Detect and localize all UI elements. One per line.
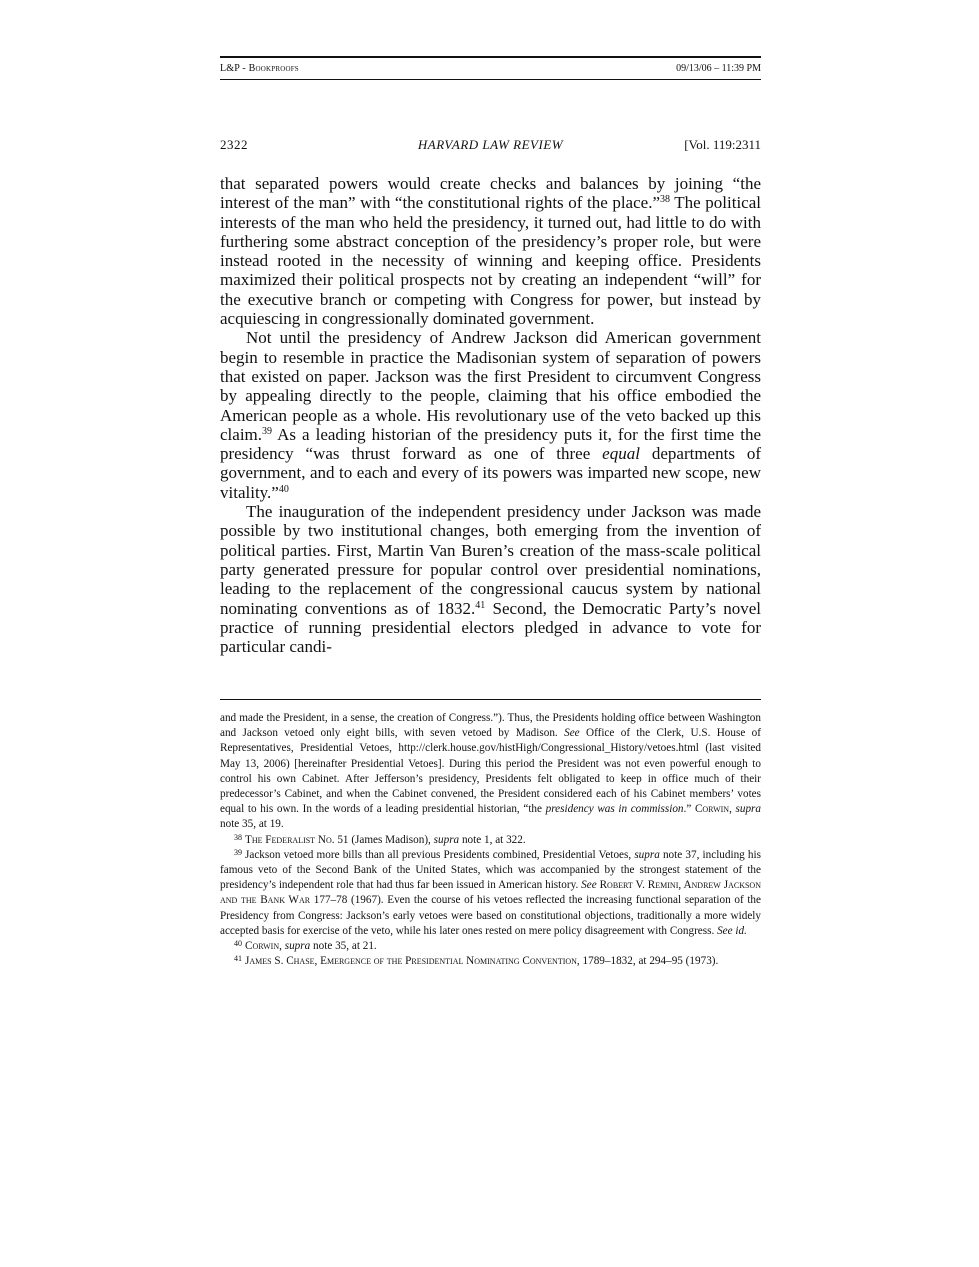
paragraph: The inauguration of the independent presidency under Jackson was made possible by two institutional changes, both emerging from the invention of political parties. First, Martin Van Buren’s creation of the mass-scale political party generated pressure for popular control over presidential nominations, leading to the replacement of the congressional caucus system by national nominating conventions as of 1832.41 Second, the Democratic Party’s novel practice of running presidential electors pledged in advance to vote for particular candi- (220, 502, 761, 657)
proof-header-timestamp: 09/13/06 – 11:39 PM (676, 63, 761, 74)
footnote-ref: 39 (262, 425, 273, 437)
page-number: 2322 (220, 137, 248, 152)
body-text (220, 174, 761, 656)
journal-title: HARVARD LAW REVIEW (417, 137, 564, 152)
footnote-continuation: and made the President, in a sense, the creation of Congress.”). Thus, the Presidents holding office between Washington and Jackson vetoed only eight bills, with seven vetoed by Madison. See Office of the Clerk, U.S. House of Representatives, Presidential Vetoes, http://clerk.house.gov/histHigh/Congressional_History/vetoes.html (last visited May 13, 2006) [hereinafter Presidential Vetoes]. During this period the President was not even powerful enough to control his own Cabinet. After Jefferson’s presidency, Presidents felt obligated to keep in office much of their predecessor’s Cabinet, and when the Cabinet convened, the President considered each of his Cabinet members’ votes equal to his own. In the words of a leading presidential historian, “the presidency was in commission.” Corwin, supra note 35, at 19. (220, 712, 762, 831)
footnote-39: $^{39}$ Jackson vetoed more bills than all previous Presidents combined, Presidential Vetoes, supra note 37, including his famous veto of the Second Bank of the United States, which was accompanied by the strongest statement of the presidency’s independent role that had thus far been issued in American history. See Robert V. Remini, Andrew Jackson and the Bank War 177–78 (1967). Even the course of his vetoes reflected the increasing functional separation of the Presidency from Congress: Jackson’s early vetoes were based on constitutional objections, traditionally a more widely accepted basis for exercise of the veto, while his later ones rested on mere policy disagreement with Congress. See id. (220, 847, 761, 937)
footnote-ref: 40 (278, 483, 289, 495)
footnotes (220, 711, 761, 969)
proof-header-left: L&P - Bookproofs (220, 63, 299, 74)
paragraph: Not until the presidency of Andrew Jackson did American government begin to resemble in practice the Madisonian system of separation of powers that existed on paper. Jackson was the first President to circumvent Congress by appealing directly to the people, claiming that his office embodied the American people as a whole. His revolutionary use of the veto backed up this claim.$^{39}$ As a leading historian of the presidency puts it, for the first time the presidency “was thrust forward as one of three equal departments of government, and to each and every of its powers was imparted new scope, new vitality.”$^{40}$ (220, 328, 761, 502)
paragraph: that separated powers would create checks and balances by joining “the interest of the man” with “the constitutional rights of the place.”$^{38}$ The political interests of the man who held the presidency, it turned out, had little to do with furthering some abstract conception of the presidency’s proper role, but were instead rooted in the necessity of winning and keeping office. Presidents maximized their political prospects not by creating an independent “will” for the executive branch or competing with Congress for power, but instead by acquiescing in congressionally dominated government. (220, 174, 761, 329)
running-head (220, 137, 761, 155)
volume-citation: [Vol. 119:2311 (684, 137, 761, 152)
footnote-ref: 38 (660, 194, 670, 206)
footnote-ref: 41 (475, 599, 486, 611)
footnote-38: $^{38}$ The Federalist No. 51 (James Madison), supra note 1, at 322. (234, 832, 526, 846)
footnote-40: $^{40}$ Corwin, supra note 35, at 21. (234, 939, 377, 953)
proof-header (220, 56, 761, 80)
footnote-divider (220, 699, 761, 700)
footnote-41: $^{41}$ James S. Chase, Emergence of the Presidential Nominating Convention, 1789–1832, at 294–95 (1973). (234, 954, 719, 968)
